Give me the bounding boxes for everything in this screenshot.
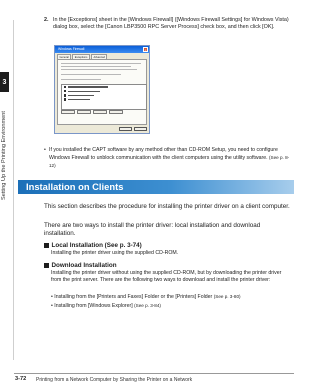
intro-paragraph: This section describes the procedure for installing the printer driver on a client computer. [44,203,290,210]
dialog-footer-buttons [119,127,147,132]
dialog-text-line [61,66,131,67]
cancel-button [134,127,147,132]
download-installation-title: Download Installation [51,262,117,269]
checkbox [64,98,66,100]
local-installation-desc: Installing the printer driver using the supplied CD-ROM. [51,250,179,256]
section-banner [18,180,294,194]
list-item-label [68,86,108,87]
download-method-item [51,303,292,310]
download-method-text: • Installing from the [Printers and Faxes] Folder or the [Printers] Folder [51,294,213,300]
square-bullet-icon [44,243,49,248]
tab-advanced: Advanced [91,54,108,59]
add-port-button [77,110,91,114]
footer-title: Printing from a Network Computer by Sharing the Printer on a Network [36,376,193,383]
windows-firewall-dialog-screenshot [54,45,150,134]
download-installation-heading [44,262,117,269]
footer-rule [14,373,294,374]
bullet-icon: • [44,147,46,153]
dialog-text-line [61,74,121,75]
local-installation-heading [44,242,142,249]
list-item-label [68,95,94,96]
chapter-title: Setting Up the Printing Environment [1,111,7,200]
download-installation-desc: Installing the printer driver without using the supplied CD-ROM, but by downloading the printer driver from the print server. There are the following two ways to download and install the printer driver: [51,270,282,283]
dialog-title: Windows Firewall [58,47,85,51]
tab-exceptions: Exceptions [72,54,90,59]
list-item-label [68,99,90,100]
chapter-number: 3 [2,78,7,86]
dialog-text-line [61,79,101,80]
download-method-reference: (See p. 3-84) [134,303,161,308]
list-item-label [68,91,100,92]
note-text [49,147,291,170]
dialog-action-buttons [61,110,123,114]
dialog-text-line [61,63,141,64]
download-method-text: • Installing from [Windows Explorer] [51,303,133,309]
add-program-button [61,110,75,114]
checkbox [64,90,66,92]
chapter-tab [0,72,9,92]
section-title: Installation on Clients [26,181,124,192]
step-text: In the [Exceptions] sheet in the [Windows Firewall] ([Windows Firewall Settings] for Windows Vista) dialog box, select the [Canon LBP3500 RPC Server Process] check box, and then click [OK]. [53,17,289,30]
download-method-item [51,294,292,301]
checkbox [64,86,66,88]
step-number: 2. [44,17,49,23]
download-method-reference: (See p. 3-80) [213,294,241,299]
local-installation-title: Local Installation (See p. 3-74) [51,242,142,249]
list-item [62,98,146,102]
page-number: 3-72 [15,376,27,382]
square-bullet-icon [44,263,49,268]
dialog-text-line [61,69,137,70]
delete-button [109,110,123,114]
dialog-body [57,59,147,125]
ok-button [119,127,132,132]
dialog-title-bar [55,46,149,53]
side-rule [13,20,14,360]
exceptions-list [61,84,147,110]
note-reference: (See p. 8-12) [49,155,290,168]
note-body: If you installed the CAPT software by any method other than CD-ROM Setup, you need to configure Windows Firewall to unblock communication with the client computers using the utility software. [49,147,278,161]
tab-general: General [57,54,71,59]
checkbox [64,94,66,96]
close-icon: × [144,48,147,52]
side-title [1,111,11,201]
methods-paragraph: There are two ways to install the printer driver: local installation and download installation. [44,222,261,237]
edit-button [93,110,107,114]
